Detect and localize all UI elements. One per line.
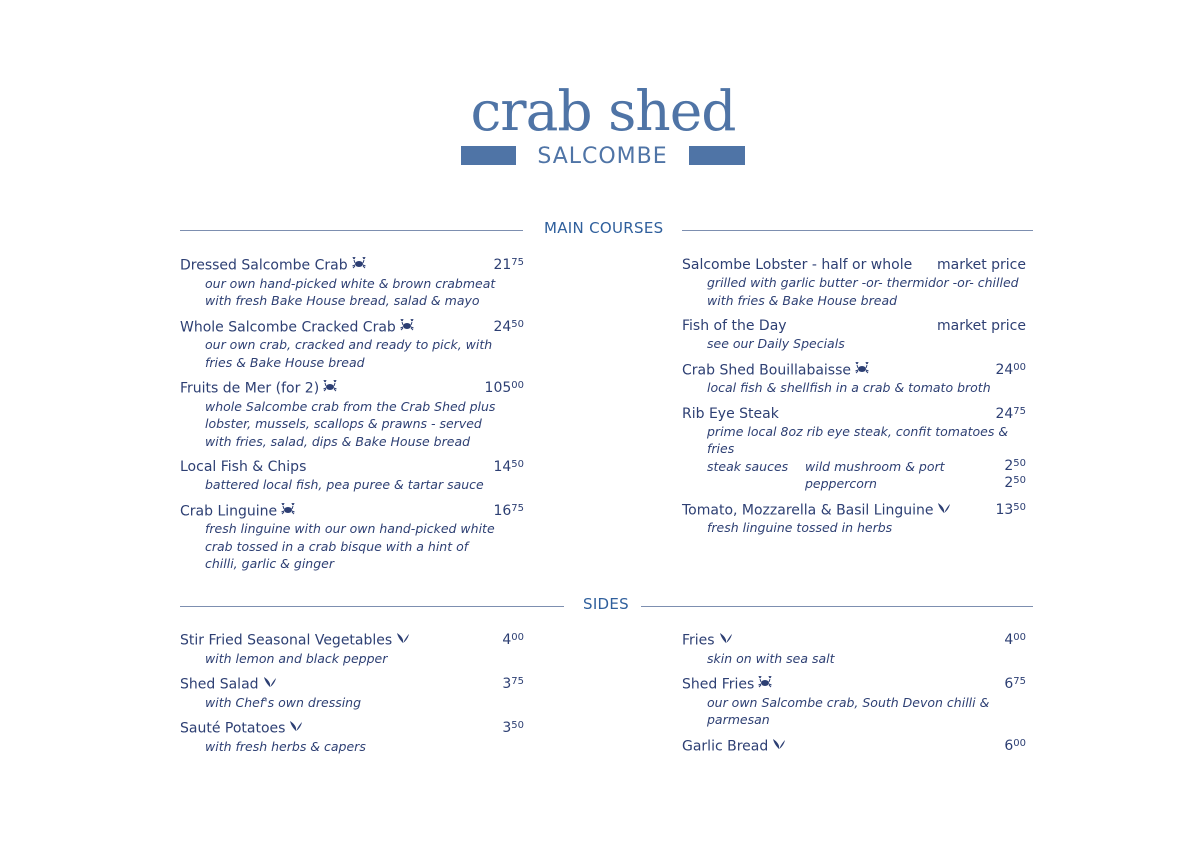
menu-item xyxy=(682,502,1026,537)
menu-item xyxy=(180,380,524,450)
item-name: Salcombe Lobster - half or whole xyxy=(682,257,913,273)
item-name: Rib Eye Steak xyxy=(682,405,779,422)
item-name: Stir Fried Seasonal Vegetables xyxy=(180,632,524,650)
item-name: Crab Linguine xyxy=(180,503,524,521)
price: $24^{75}$ xyxy=(995,405,1026,422)
item-description: local fish & shellfish in a crab & tomato broth xyxy=(707,380,991,395)
price: $3^{50}$ xyxy=(502,720,524,736)
vegetarian-leaf-icon xyxy=(396,632,410,649)
item-description: fresh linguine tossed in herbs xyxy=(707,520,893,535)
main-courses-left xyxy=(180,257,524,582)
section-title-main: MAIN COURSES xyxy=(544,219,664,237)
item-description: our own crab, cracked and ready to pick, with fries & Bake House bread xyxy=(205,337,493,370)
menu-item xyxy=(180,459,524,494)
divider-right xyxy=(641,606,1033,607)
item-description: whole Salcombe crab from the Crab Shed plus lobster, mussels, scallops & prawns - served with fries, salad, dips & Bake House bread xyxy=(205,398,496,449)
item-description: with fresh herbs & capers xyxy=(205,738,366,754)
item-description: grilled with garlic butter -or- thermidor -or- chilled with fries & Bake House bread xyxy=(707,275,1019,308)
menu-item xyxy=(180,632,524,667)
menu-item xyxy=(180,319,524,372)
logo xyxy=(457,79,749,169)
item-description: our own hand-picked white & brown crabmeat with fresh Bake House bread, salad & mayo xyxy=(205,275,496,308)
menu-item xyxy=(682,257,1026,309)
menu-item xyxy=(682,318,1026,353)
price: $3^{75}$ xyxy=(502,676,524,692)
logo-bar xyxy=(457,144,749,169)
menu-item xyxy=(180,257,524,310)
price: $4^{00}$ xyxy=(502,632,524,648)
menu-item xyxy=(682,362,1026,397)
vegetarian-leaf-icon xyxy=(719,632,733,649)
vegetarian-leaf-icon xyxy=(937,502,951,519)
divider-left xyxy=(180,230,523,231)
item-name: Local Fish & Chips xyxy=(180,459,307,475)
sides-left xyxy=(180,632,524,764)
crab-icon xyxy=(400,319,414,336)
item-name: Tomato, Mozzarella & Basil Linguine xyxy=(682,502,1026,520)
price: $24^{00}$ xyxy=(995,361,1026,378)
crab-icon xyxy=(352,257,366,274)
vegetarian-leaf-icon xyxy=(772,738,786,755)
divider-left xyxy=(180,606,564,607)
item-name: Fries xyxy=(682,632,1026,650)
logo-bar-left xyxy=(461,146,516,165)
menu-item xyxy=(180,676,524,711)
price: $105^{00}$ xyxy=(484,380,524,396)
price: $21^{75}$ xyxy=(493,257,524,273)
item-name: Dressed Salcombe Crab xyxy=(180,257,524,275)
menu-item xyxy=(682,676,1026,729)
item-description: prime local 8oz rib eye steak, confit tomatoes & fries xyxy=(707,423,1009,456)
logo-bar-right xyxy=(689,146,745,165)
sauce-option: peppercorn $2^{50}$ xyxy=(805,475,1026,491)
price: $6^{75}$ xyxy=(1004,676,1026,692)
logo-subtitle: SALCOMBE xyxy=(537,144,668,169)
item-name: Garlic Bread xyxy=(682,738,1026,756)
menu-item xyxy=(682,406,1026,493)
item-description: our own Salcombe crab, South Devon chilli & parmesan xyxy=(707,694,990,727)
item-description: see our Daily Specials xyxy=(707,336,845,351)
item-name: Sauté Potatoes xyxy=(180,720,524,738)
item-description: with Chef's own dressing xyxy=(205,694,362,710)
menu-item xyxy=(682,738,1026,756)
price: $16^{75}$ xyxy=(493,502,524,519)
item-name: Crab Shed Bouillabaisse xyxy=(682,362,1026,380)
menu-item xyxy=(180,720,524,755)
main-courses-right xyxy=(682,257,1026,546)
item-name: Shed Salad xyxy=(180,676,524,694)
item-name: Fish of the Day xyxy=(682,318,787,334)
item-name: Whole Salcombe Cracked Crab xyxy=(180,319,524,337)
price: $24^{50}$ xyxy=(493,318,524,335)
item-name: Shed Fries xyxy=(682,676,1026,694)
price: $4^{00}$ xyxy=(1004,632,1026,648)
item-description: skin on with sea salt xyxy=(707,650,835,666)
vegetarian-leaf-icon xyxy=(289,720,303,737)
section-title-sides: SIDES xyxy=(583,595,629,613)
crab-icon xyxy=(758,676,772,693)
crab-icon xyxy=(281,503,295,520)
item-description: fresh linguine with our own hand-picked white crab tossed in a crab bisque with a hint of chilli, garlic & ginger xyxy=(205,521,495,571)
item-description: battered local fish, pea puree & tartar sauce xyxy=(205,477,484,492)
item-name: Fruits de Mer (for 2) xyxy=(180,380,524,398)
price: market price xyxy=(937,318,1026,334)
price: $13^{50}$ xyxy=(995,501,1026,518)
sides-right xyxy=(682,632,1026,764)
vegetarian-leaf-icon xyxy=(263,676,277,693)
menu-item xyxy=(682,632,1026,667)
divider-right xyxy=(682,230,1033,231)
price: $6^{00}$ xyxy=(1004,737,1026,754)
price: $14^{50}$ xyxy=(493,459,524,475)
price: market price xyxy=(937,257,1026,273)
crab-icon xyxy=(323,380,337,397)
item-description: with lemon and black pepper xyxy=(205,650,388,666)
menu-item xyxy=(180,503,524,573)
crab-icon xyxy=(855,362,869,379)
logo-title: crab shed xyxy=(470,79,736,143)
sauce-option: steak sauces wild mushroom & port $2^{50}$ xyxy=(707,457,1026,474)
